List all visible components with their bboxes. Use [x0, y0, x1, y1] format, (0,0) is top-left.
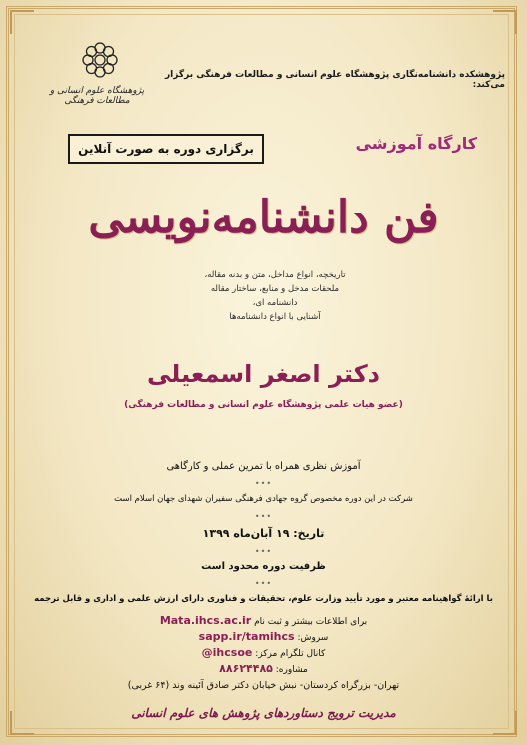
separator: •••: [254, 479, 273, 488]
separator: •••: [254, 547, 273, 556]
telegram-link[interactable]: @ihcsoe: [201, 646, 253, 659]
topic-line: آشنایی با انواع دانشنامه‌ها: [229, 312, 321, 322]
register-label: برای اطلاعات بیشتر و ثبت نام: [254, 617, 368, 627]
presenter-name: دکتر اصغر اسمعیلی: [147, 360, 380, 388]
separator: •••: [254, 512, 273, 521]
address-line: تهران- بزرگراه کردستان- نبش خیابان دکتر صادق آئینه وند (۶۴ غربی): [127, 680, 400, 691]
topic-line: تاریخچه، انواع مداخل، متن و بدنه مقاله،: [204, 270, 346, 280]
telegram-label: کانال تلگرام مرکز:: [255, 649, 326, 659]
main-title: فن دانشنامه‌نویسی: [88, 192, 439, 243]
separator: •••: [254, 579, 273, 588]
soroush-label: سروش:: [297, 633, 329, 643]
online-notice-box: برگزاری دوره به صورت آنلاین: [68, 134, 264, 164]
footer-text: مدیریت ترویج دستاوردهای پژوهش های علوم انسانی: [131, 706, 396, 720]
phone-number[interactable]: ۸۸۶۲۴۴۸۵: [219, 662, 273, 675]
participation-line: شرکت در این دوره مخصوص گروه جهادی فرهنگی سفیران شهدای جهان اسلام است: [114, 494, 413, 504]
phone-label: مشاوره:: [275, 665, 308, 675]
presenter-affiliation: (عضو هیات علمی پژوهشگاه علوم انسانی و مطالعات فرهنگی): [124, 400, 403, 410]
telegram-line: [0, 646, 527, 659]
corner-ornament: [493, 10, 517, 34]
topic-line: ملحقات مدخل و منابع، ساختار مقاله دانشنامه ای،: [210, 284, 340, 308]
soroush-link[interactable]: sapp.ir/tamihcs: [198, 630, 295, 643]
workshop-label: کارگاه آموزشی: [355, 134, 477, 153]
date-line: تاریخ: ۱۹ آبان‌ماه ۱۳۹۹: [202, 527, 325, 540]
training-line: آموزش نظری همراه با تمرین عملی و کارگاهی: [166, 461, 361, 472]
organizer-line: پژوهشکده دانشنامه‌نگاری پژوهشگاه علوم انسانی و مطالعات فرهنگی برگزار می‌کند:: [165, 70, 505, 90]
register-line: [0, 614, 527, 627]
capacity-line: ظرفیت دوره محدود است: [201, 561, 326, 572]
register-link[interactable]: Mata.ihcs.ac.ir: [159, 614, 252, 627]
phone-line: [0, 662, 527, 675]
certificate-line: با ارائهٔ گواهینامه معتبر و مورد تأیید وزارت علوم، تحقیقات و فناوری دارای ارزش علمی و اداری و قابل ترجمه: [34, 594, 493, 604]
topics-list: [200, 268, 350, 324]
soroush-line: [0, 630, 527, 643]
institute-logo-icon: [78, 38, 122, 82]
logo-text: پژوهشگاه علوم انسانی و مطالعات فرهنگی: [49, 86, 145, 106]
corner-ornament: [10, 10, 34, 34]
